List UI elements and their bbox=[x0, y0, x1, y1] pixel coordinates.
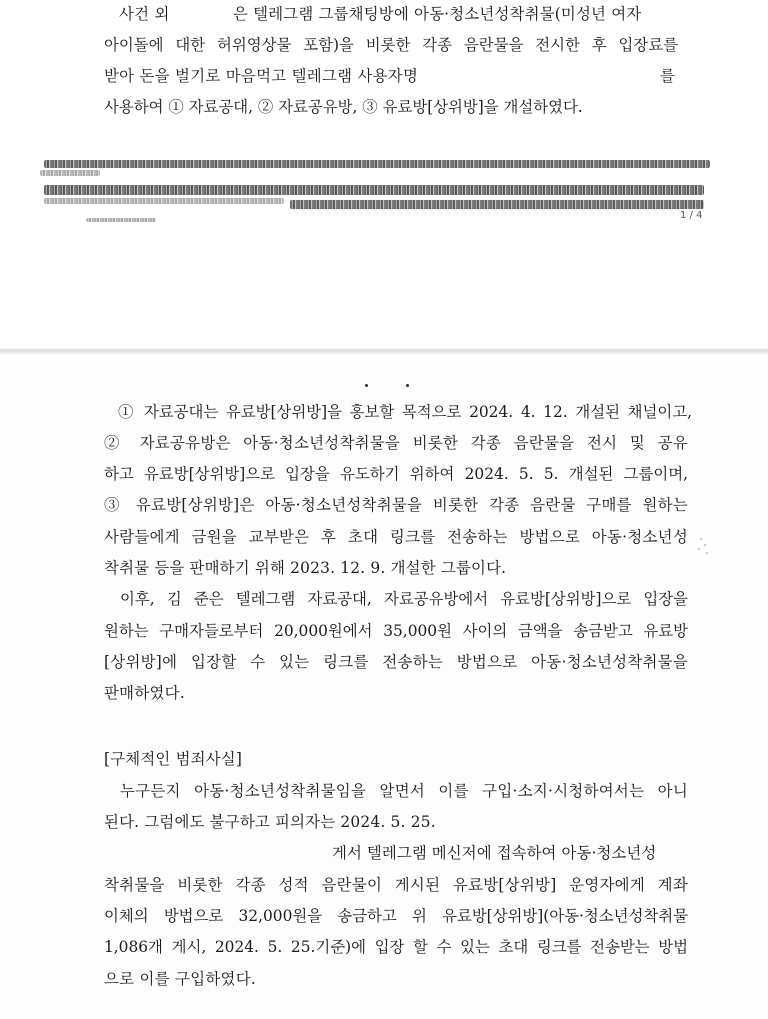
text-line: ① 자료공대는 유료방[상위방]을 홍보할 목적으로 2024. 4. 12. 개설된 채널이고, bbox=[118, 403, 692, 421]
redaction-smear bbox=[44, 185, 704, 195]
text-segment: 를 bbox=[660, 67, 676, 85]
scan-artifact bbox=[704, 544, 706, 546]
text-line: 사람들에게 금원을 교부받은 후 초대 링크를 전송하는 방법으로 아동·청소년성 bbox=[104, 528, 688, 546]
text-segment: 은 텔레그램 그룹채팅방에 아동·청소년성착취물(미성년 여자 bbox=[233, 5, 642, 23]
scan-artifact bbox=[706, 552, 708, 554]
scan-artifact bbox=[698, 548, 700, 550]
text-line: 사용하여 ① 자료공대, ② 자료공유방, ③ 유료방[상위방]을 개설하였다. bbox=[104, 98, 583, 116]
text-line: 이후, 김 준은 텔레그램 자료공대, 자료공유방에서 유료방[상위방]으로 입장을 bbox=[120, 590, 688, 608]
text-line: 판매하였다. bbox=[104, 684, 186, 702]
text-segment: 받아 돈을 벌기로 마음먹고 텔레그램 사용자명 bbox=[104, 67, 419, 85]
scan-artifact bbox=[406, 384, 409, 387]
scan-artifact bbox=[365, 384, 368, 387]
scan-artifact bbox=[700, 538, 702, 540]
document-page-2 bbox=[0, 354, 768, 1019]
text-line: 하고 유료방[상위방]으로 입장을 유도하기 위하여 2024. 5. 5. 개설된 그룹이며, bbox=[104, 465, 688, 483]
text-line: 착취물을 비롯한 각종 성적 음란물이 게시된 유료방[상위방] 운영자에게 계좌 bbox=[104, 876, 688, 894]
section-heading: [구체적인 범죄사실] bbox=[104, 750, 243, 768]
redaction-smear bbox=[44, 160, 710, 168]
text-line: 누구든지 아동·청소년성착취물임을 알면서 이를 구입·소지·시청하여서는 아니 bbox=[120, 782, 688, 800]
redaction-smear bbox=[290, 200, 704, 209]
redaction-smear bbox=[44, 198, 284, 204]
text-line: 착취물 등을 판매하기 위해 2023. 12. 9. 개설한 그룹이다. bbox=[104, 559, 507, 577]
text-line: 이체의 방법으로 32,000원을 송금하고 위 유료방[상위방](아동·청소년성착취물 bbox=[104, 907, 688, 925]
text-line: 게서 텔레그램 메신저에 접속하여 아동·청소년성 bbox=[332, 844, 657, 862]
text-segment: 사건 외 bbox=[119, 5, 170, 23]
text-line: 1,086개 게시, 2024. 5. 25.기준)에 입장 할 수 있는 초대 링크를 전송받는 방법 bbox=[104, 938, 688, 956]
text-line: 된다. 그럼에도 불구하고 피의자는 2024. 5. 25. bbox=[104, 813, 436, 831]
text-line: [상위방]에 입장할 수 있는 링크를 전송하는 방법으로 아동·청소년성착취물을 bbox=[104, 653, 688, 671]
text-line: ③ 유료방[상위방]은 아동·청소년성착취물을 비롯한 각종 음란물 구매를 원하는 bbox=[104, 496, 688, 514]
text-line: 원하는 구매자들로부터 20,000원에서 35,000원 사이의 금액을 송금받고 유료방 bbox=[104, 622, 688, 640]
redaction-smear bbox=[86, 218, 156, 222]
text-line: 으로 이를 구입하였다. bbox=[104, 970, 257, 988]
document-page-1 bbox=[0, 0, 768, 348]
redaction-smear bbox=[40, 170, 100, 176]
page-number: 1 / 4 bbox=[680, 210, 703, 221]
text-line: ② 자료공유방은 아동·청소년성착취물을 비롯한 각종 음란물을 전시 및 공유 bbox=[104, 434, 688, 452]
text-line: 아이돌에 대한 허위영상물 포함)을 비롯한 각종 음란물을 전시한 후 입장료를 bbox=[104, 36, 678, 54]
